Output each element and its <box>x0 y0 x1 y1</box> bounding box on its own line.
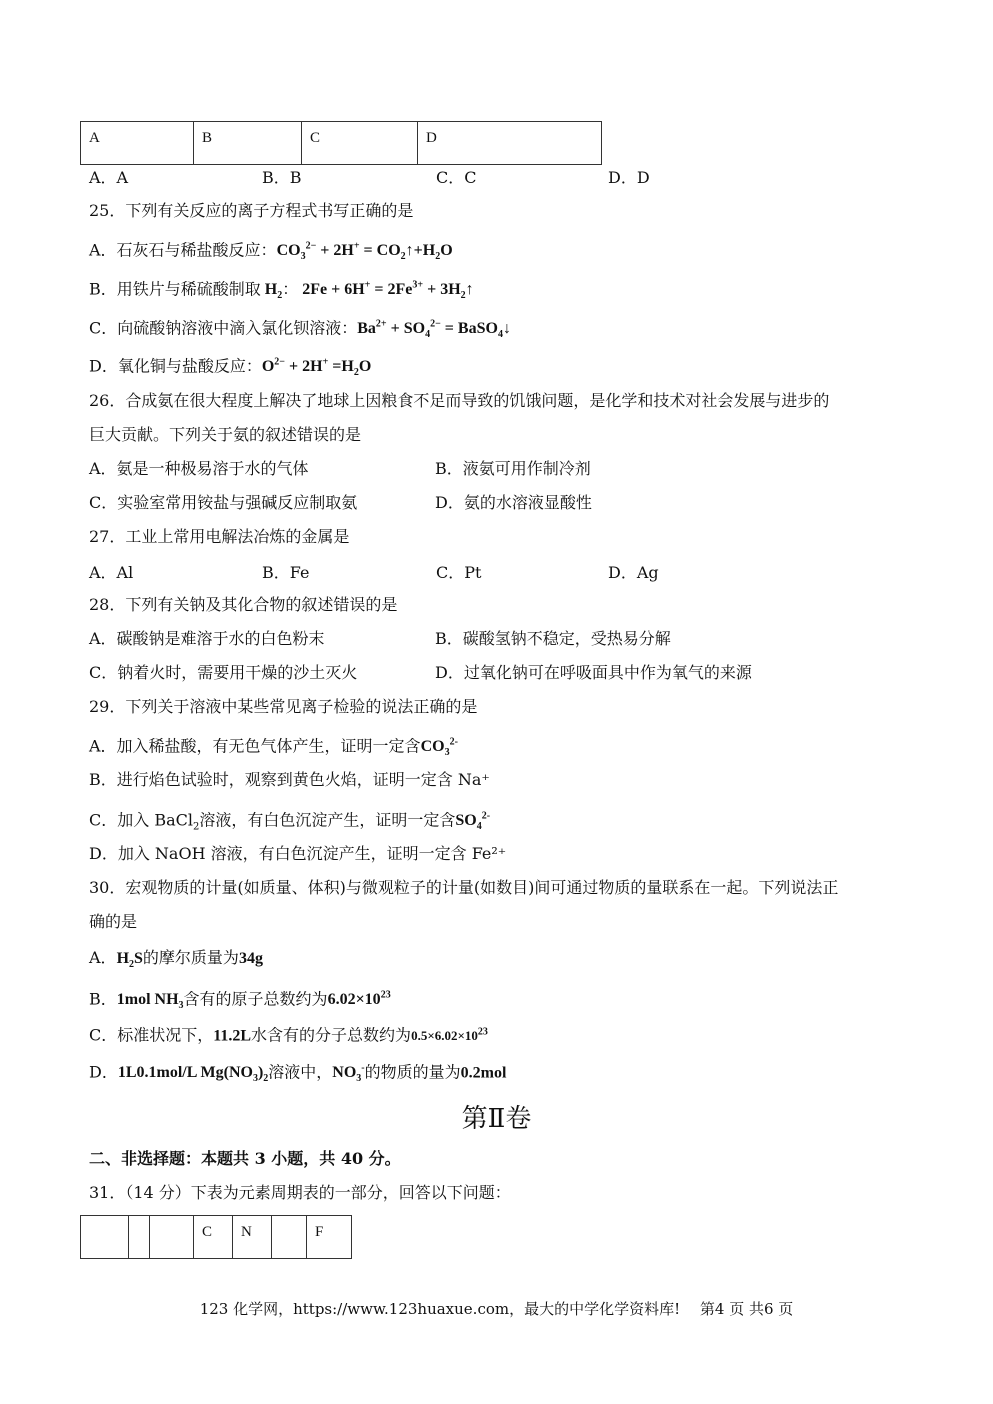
table-cell: N <box>233 1216 272 1259</box>
q30-stem: 30．宏观物质的计量(如质量、体积)与微观粒子的计量(如数目)间可通过物质的量联系在一起。下列说法正 <box>89 878 839 897</box>
q30-option-d: D．1L0.1mol/L $Mg(NO_3)_2$溶液中，$NO_3^-$的物质的量为0.2mol <box>89 1062 507 1085</box>
q30-stem-cont: 确的是 <box>89 912 138 931</box>
q27-stem: 27．工业上常用电解法冶炼的金属是 <box>89 527 350 546</box>
q25-option-d: D．氧化铜与盐酸反应：$O^{2-} + 2H^+ =H_2O$ <box>89 356 372 379</box>
table-cell: C <box>194 1216 233 1259</box>
table-cell: C <box>302 122 418 165</box>
q30-option-b: B．1mol $NH_3$含有的原子总数约为$6.02\times 10^{23}$ <box>89 989 391 1012</box>
option-d: D．Ag <box>608 563 659 582</box>
periodic-table-fragment <box>80 1215 352 1259</box>
option-b: B．碳酸氢钠不稳定，受热易分解 <box>435 629 671 648</box>
table-cell: B <box>194 122 302 165</box>
part2-title: 二、非选择题：本题共 3 小题，共 40 分。 <box>89 1149 401 1168</box>
q31-stem: 31．（14 分）下表为元素周期表的一部分，回答以下问题： <box>89 1183 511 1202</box>
option-d: D．过氧化钠可在呼吸面具中作为氧气的来源 <box>435 663 752 682</box>
table-cell <box>272 1216 307 1259</box>
q25-option-a: A．石灰石与稀盐酸反应：$CO_3^{2-} + 2H^+$ = $CO_2↑+H_2O$ <box>89 240 453 263</box>
q29-option-b: B．进行焰色试验时，观察到黄色火焰，证明一定含 Na⁺ <box>89 770 490 789</box>
q26-stem-cont: 巨大贡献。下列关于氨的叙述错误的是 <box>89 425 362 444</box>
q26-stem: 26．合成氨在很大程度上解决了地球上因粮食不足而导致的饥饿问题，是化学和技术对社会发展与进步的 <box>89 391 830 410</box>
q29-option-a: A．加入稀盐酸，有无色气体产生，证明一定含$CO_3^{2-}$ <box>89 736 458 759</box>
table-cell <box>129 1216 150 1259</box>
option-b: B．液氨可用作制冷剂 <box>435 459 591 478</box>
section-heading: 第Ⅱ卷 <box>461 1104 532 1134</box>
option-a: A．碳酸钠是难溶于水的白色粉末 <box>89 629 325 648</box>
q29-option-d: D．加入 NaOH 溶液，有白色沉淀产生，证明一定含 Fe²⁺ <box>89 844 507 863</box>
option-c: C．实验室常用铵盐与强碱反应制取氨 <box>89 493 358 512</box>
q25-stem: 25．下列有关反应的离子方程式书写正确的是 <box>89 201 414 220</box>
option-a: A．氨是一种极易溶于水的气体 <box>89 459 309 478</box>
option-d: D．D <box>608 168 650 187</box>
option-c: C．Pt <box>436 563 482 582</box>
option-a: A．Al <box>89 563 134 582</box>
q25-option-c: C．向硫酸钠溶液中滴入氯化钡溶液：$Ba^{2+} + SO_4^{2-}$ = BaSO$_4$↓ <box>89 318 511 341</box>
q28-stem: 28．下列有关钠及其化合物的叙述错误的是 <box>89 595 398 614</box>
table-cell: F <box>307 1216 352 1259</box>
q30-option-c: C．标准状况下，11.2L水含有的分子总数约为$0.5\times 6.02\times 10^{23}$ <box>89 1025 488 1045</box>
option-c: C．C <box>436 168 477 187</box>
table-cell: A <box>81 122 194 165</box>
q30-option-a: A．$H_2S$的摩尔质量为34g <box>89 948 263 971</box>
table-cell <box>150 1216 194 1259</box>
option-c: C．钠着火时，需要用干燥的沙土灭火 <box>89 663 358 682</box>
option-b: B．Fe <box>262 563 310 582</box>
q25-option-b: B．用铁片与稀硫酸制取 $H_2$： $2Fe + 6H^+ = 2Fe^{3+}$ + $3H_2↑$ <box>89 279 474 302</box>
table-cell: D <box>418 122 602 165</box>
q29-stem: 29．下列关于溶液中某些常见离子检验的说法正确的是 <box>89 697 478 716</box>
option-d: D．氨的水溶液显酸性 <box>435 493 592 512</box>
option-b: B．B <box>262 168 302 187</box>
table-cell <box>81 1216 129 1259</box>
q29-option-c: C．加入 BaCl$_2$溶液，有白色沉淀产生，证明一定含$SO_4^{2-}$ <box>89 810 491 833</box>
answer-table <box>80 121 602 165</box>
page-footer: 123 化学网，https://www.123huaxue.com，最大的中学化学资料库! 第4 页 共6 页 <box>199 1300 794 1318</box>
option-a: A．A <box>89 168 129 187</box>
